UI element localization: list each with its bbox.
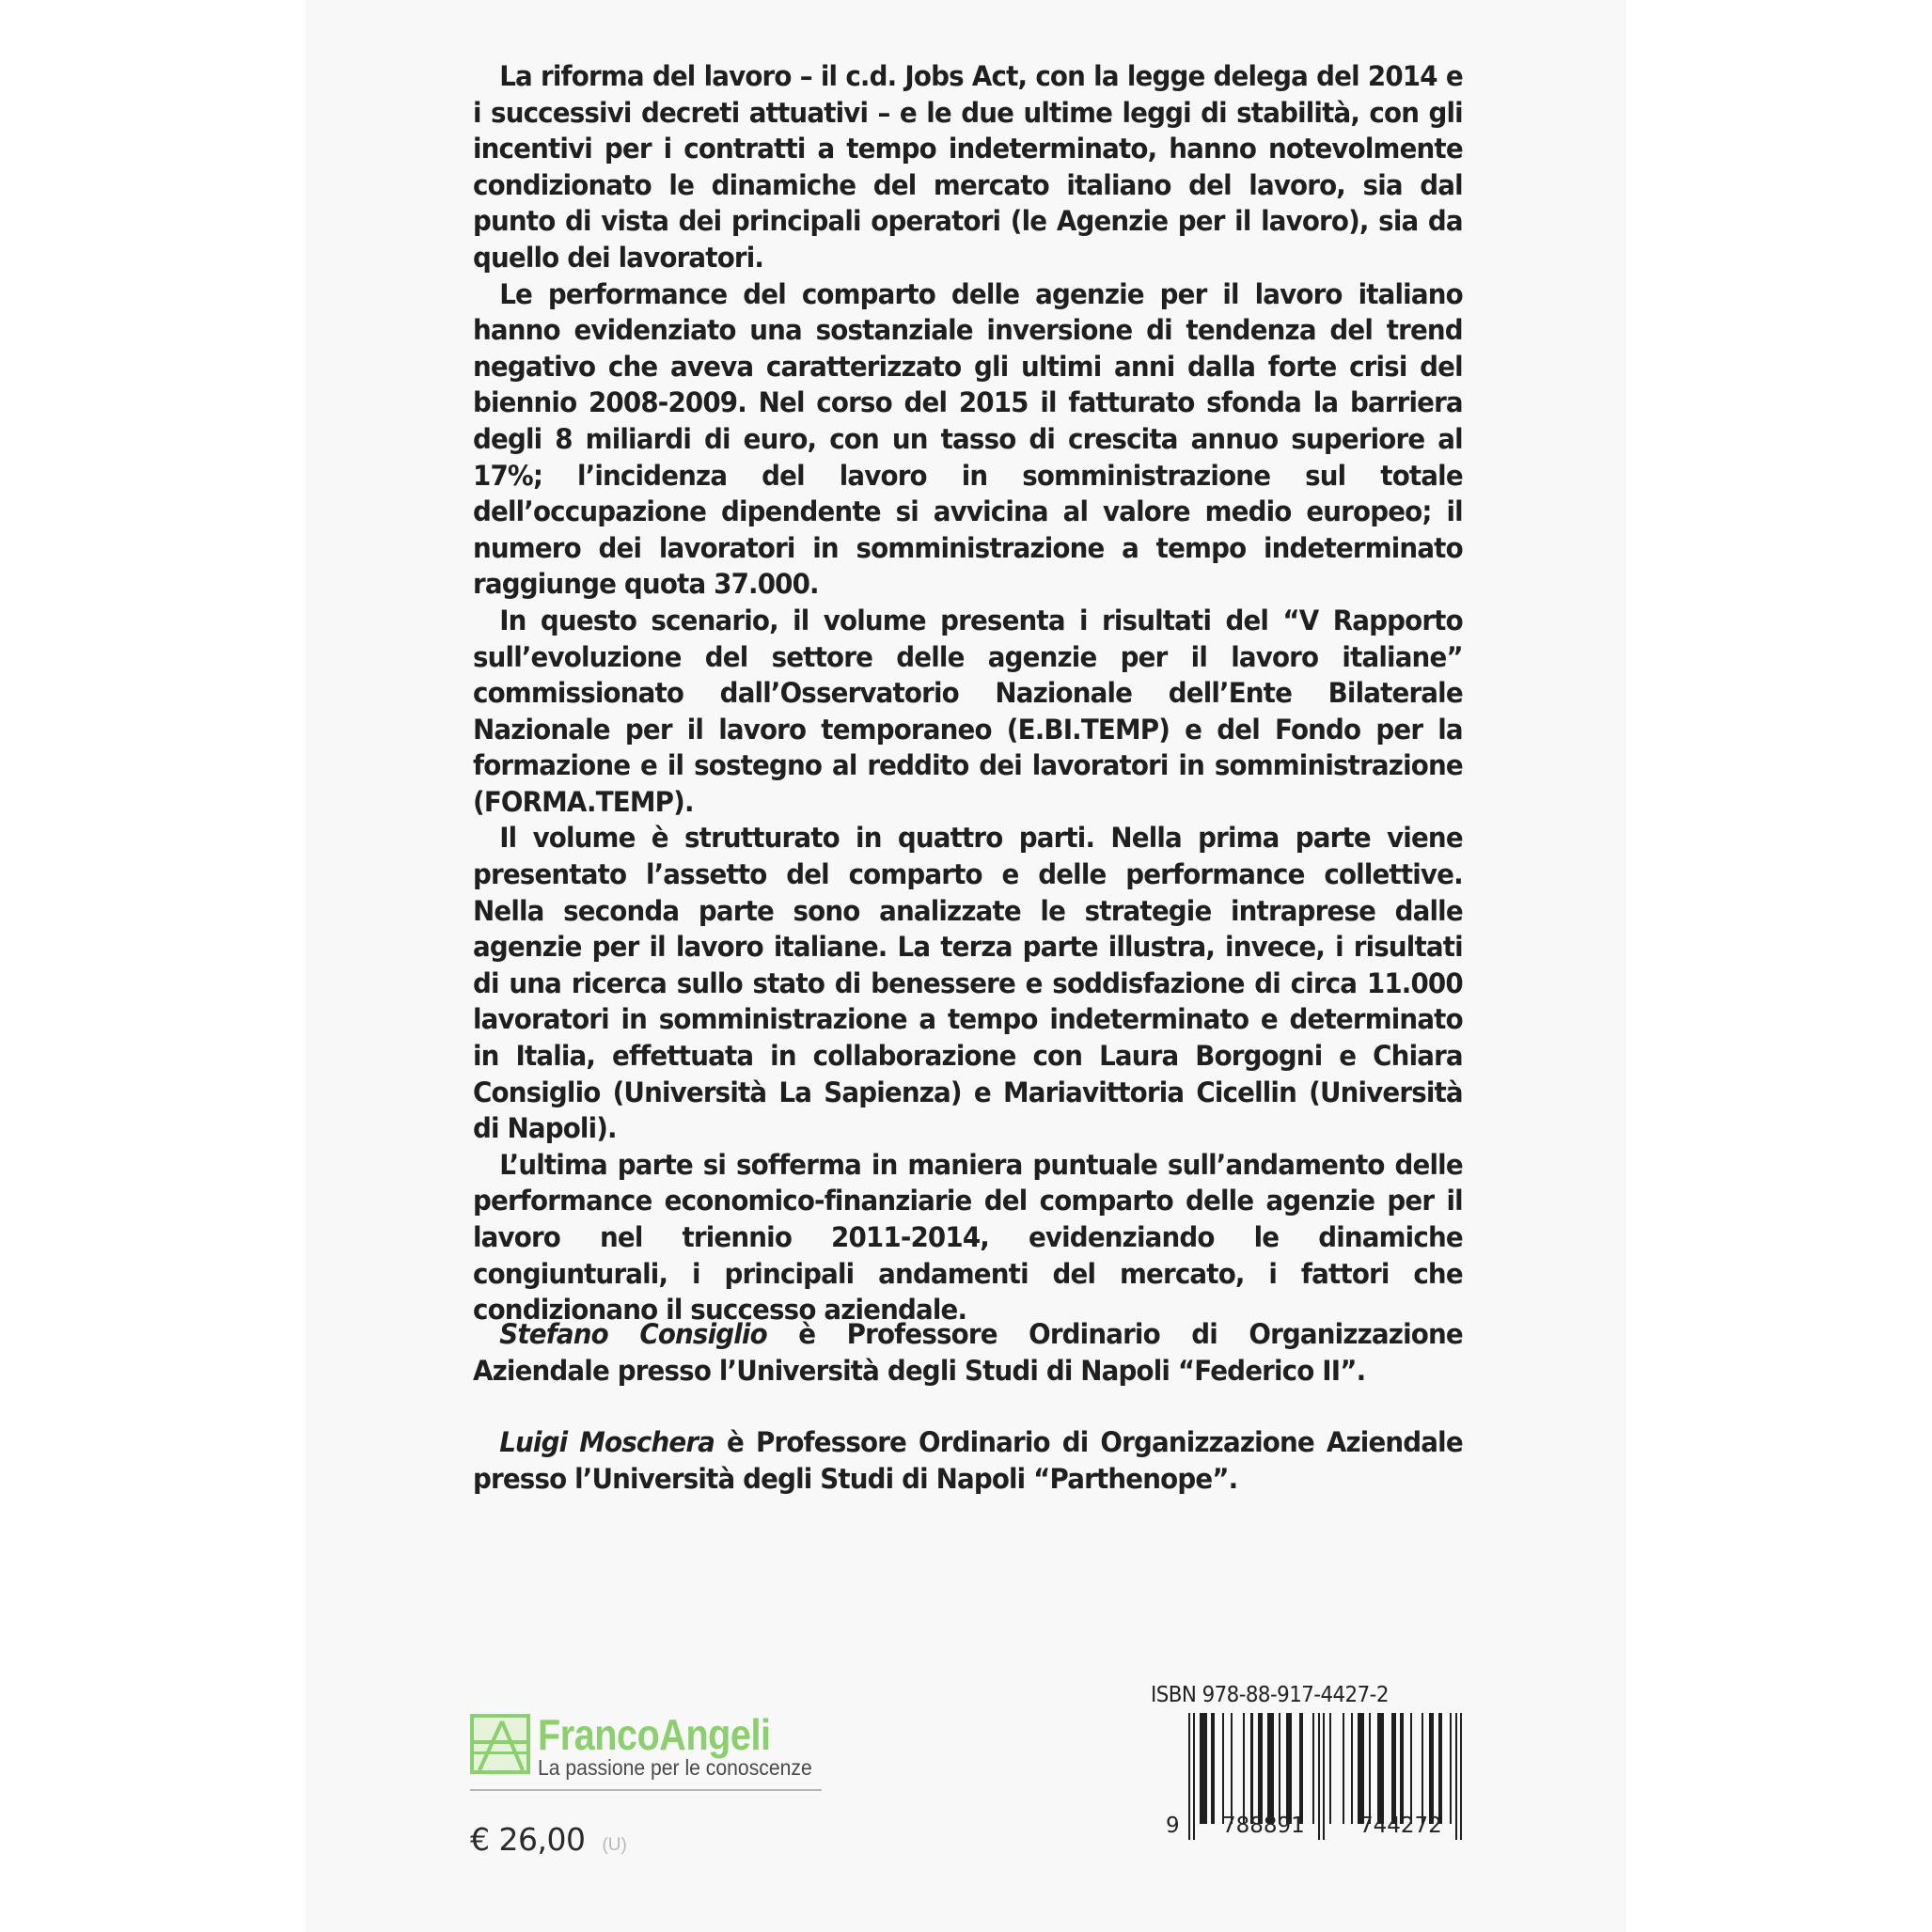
publisher-logo [470, 1710, 827, 1791]
author-bio-2 [473, 1424, 1463, 1497]
blurb-paragraph-1: La riforma del lavoro – il c.d. Jobs Act, con la legge delega del 2014 e i successivi decreti attuativi – e le due ultime leggi di stabilità, con gli incentivi per i contratti a tempo indeterminato, hanno notevolmente condizionato le dinamiche del mercato italiano del lavoro, sia dal punto di vista dei principali operatori (le Agenzie per il lavoro), sia da quello dei lavoratori. [473, 60, 1463, 274]
blurb-paragraph-3: In questo scenario, il volume presenta i risultati del “V Rapporto sull’evoluzione del settore delle agenzie per il lavoro italiane” commissionato dall’Osservatorio Nazionale dell’Ente Bilaterale Nazionale per il lavoro temporaneo (E.BI.TEMP) e del Fondo per la formazione e il sostegno al reddito dei lavoratori in somministrazione (FORMA.TEMP). [473, 604, 1463, 818]
blurb-text [473, 58, 1463, 1328]
barcode-digits [1151, 1814, 1470, 1868]
author-bio-1 [473, 1316, 1463, 1389]
blurb-paragraph-5: L’ultima parte si sofferma in maniera puntuale sull’andamento delle performance economico-finanziarie del comparto delle agenzie per il lavoro nel triennio 2011-2014, evidenziando le dinamiche congiunturali, i principali andamenti del mercato, i fattori che condizionano il successo aziendale. [473, 1148, 1463, 1327]
letter-a-in-square-icon [470, 1714, 530, 1774]
author-description: è Professore Ordinario di Organizzazione Aziendale presso l’Università degli Studi di Napoli “Parthenope”. [473, 1426, 1463, 1495]
price-code: (U) [602, 1835, 627, 1855]
publisher-tagline: La passione per le conoscenze [538, 1755, 812, 1780]
author-bios [473, 1316, 1463, 1532]
isbn-label: ISBN 978-88-917-4427-2 [1151, 1683, 1389, 1707]
author-description: è Professore Ordinario di Organizzazione Aziendale presso l’Università degli Studi di Napoli “Federico II”. [473, 1318, 1463, 1387]
divider [470, 1789, 822, 1791]
price [470, 1821, 627, 1858]
author-name: Stefano Consiglio [499, 1318, 767, 1350]
blurb-paragraph-4: Il volume è strutturato in quattro parti. Nella prima parte viene presentato l’assetto del comparto e delle performance collettive. Nella seconda parte sono analizzate le strategie intraprese dalle agenzie per il lavoro italiane. La terza parte illustra, invece, i risultati di una ricerca sullo stato di benessere e soddisfazione di circa 11.000 lavoratori in somministrazione a tempo indeterminato e determinato in Italia, effettuata in collaborazione con Laura Borgogni e Chiara Consiglio (Università La Sapienza) e Mariavittoria Cicellin (Università di Napoli). [473, 822, 1463, 1145]
isbn-barcode-block [1151, 1683, 1470, 1868]
author-name: Luigi Moschera [499, 1426, 715, 1459]
barcode-digits-left: 788891 [1222, 1814, 1305, 1838]
barcode-digits-right: 744272 [1359, 1814, 1442, 1838]
publisher-brand: FrancoAngeli [538, 1710, 771, 1759]
blurb-paragraph-2: Le performance del comparto delle agenzie per il lavoro italiano hanno evidenziato una sostanziale inversione di tendenza del trend negativo che aveva caratterizzato gli ultimi anni dalla forte crisi del biennio 2008-2009. Nel corso del 2015 il fatturato sfonda la barriera degli 8 miliardi di euro, con un tasso di crescita annuo superiore al 17%; l’incidenza del lavoro in somministrazione sul totale dell’occupazione dipendente si avvicina al valore medio europeo; il numero dei lavoratori in somministrazione a tempo indeterminato raggiunge quota 37.000. [473, 277, 1463, 601]
barcode-digit-lead: 9 [1166, 1814, 1180, 1838]
price-value: € 26,00 [470, 1821, 586, 1858]
